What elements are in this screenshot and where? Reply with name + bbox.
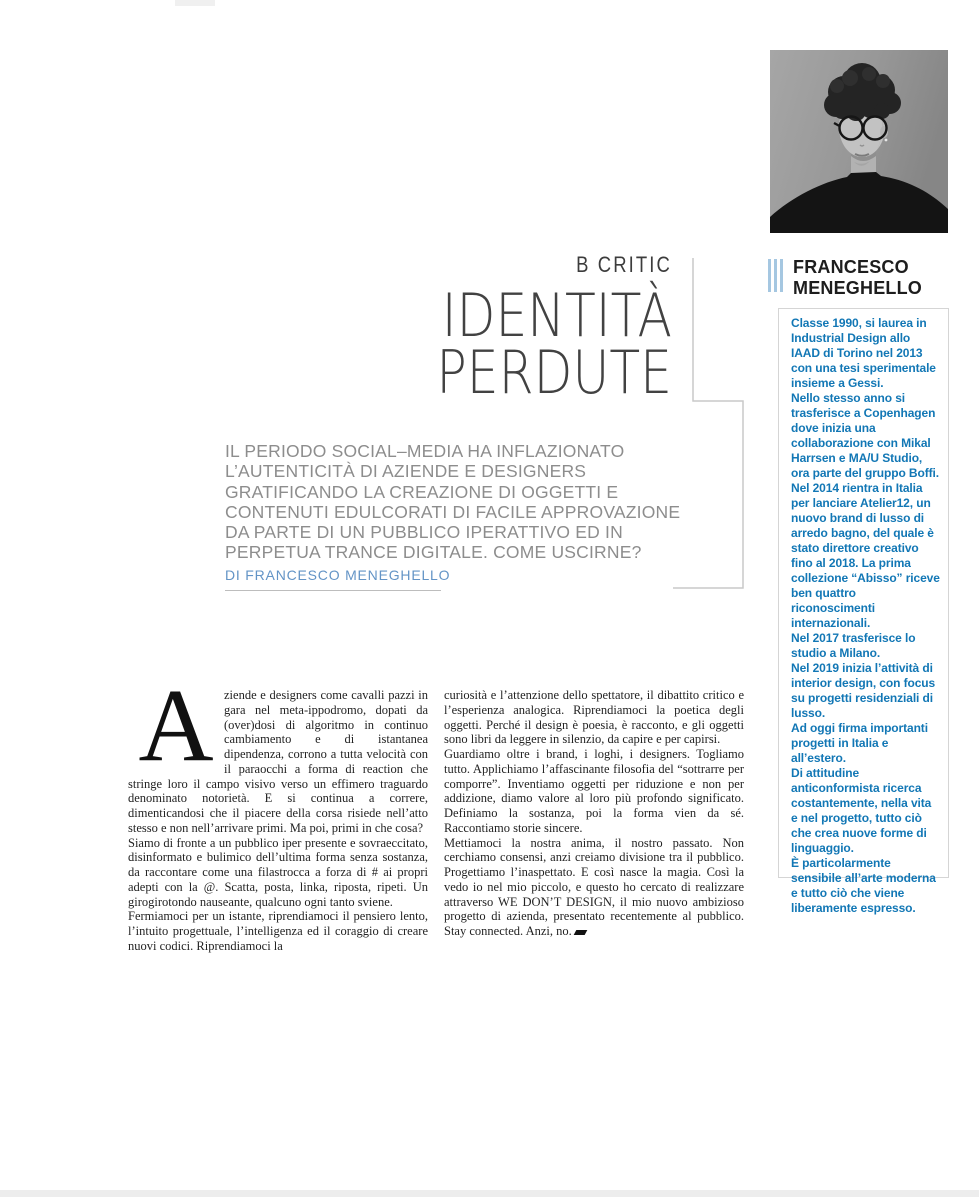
body-paragraph bbox=[128, 909, 428, 953]
drop-cap: A bbox=[138, 668, 214, 783]
article-title-line1: IDENTITÀ bbox=[441, 281, 672, 351]
body-paragraph bbox=[444, 747, 744, 836]
top-press-mark bbox=[175, 0, 215, 6]
author-bio-box bbox=[778, 308, 949, 915]
section-kicker: B CRITIC bbox=[576, 252, 672, 277]
bio-paragraph: Nello stesso anno si trasferisce a Copenhagen dove inizia una collaborazione con Mikal Harrsen e MA/U Studio, ora parte del gruppo Boffi. bbox=[791, 391, 939, 480]
bio-paragraph: Di attitudine anticonformista ricerca costantemente, nella vita e nel progetto, tutto ciò che crea nuove forme di linguaggio. bbox=[791, 766, 932, 855]
paragraph-text: Mettiamoci la nostra anima, il nostro passato. Non cerchiamo consensi, anzi creiamo divisione tra il pubblico. Progettiamo l’inaspettato. E così nasce la magia. Così la vedo io nel mio piccolo, e questo ho cercato di realizzare attraverso WE DON’T DESIGN, il mio nuovo ambizioso progetto di azienda, presentato recentemente al pubblico. Stay connected. Anzi, no. bbox=[444, 835, 744, 938]
paragraph-text: ziende e designers come cavalli pazzi in gara nel meta-ippodromo, dopati da (over)dosi di algoritmo in continuo cambiamento e di istantanea dipendenza, corrono a tutta velocità con il paraocchi a forma di reaction che stringe loro il campo visivo verso un effimero traguardo denominato notorietà. E si continua a correre, dimenticandosi che il piacere della corsa risiede nell’atto stesso e non nell’arrivare primi. Ma poi, primi in che cosa? bbox=[128, 688, 428, 835]
body-paragraph bbox=[128, 836, 428, 910]
bio-paragraph: È particolarmente sensibile all’arte moderna e tutto ciò che viene liberamente espresso. bbox=[791, 856, 936, 915]
triple-bar-icon bbox=[768, 259, 783, 292]
bio-paragraph: Ad oggi firma importanti progetti in Italia e all’estero. bbox=[791, 721, 928, 765]
body-paragraph bbox=[444, 836, 744, 939]
bio-paragraph: Classe 1990, si laurea in Industrial Design allo IAAD di Torino nel 2013 con una tesi sperimentale insieme a Gessi. bbox=[791, 316, 936, 390]
body-paragraph bbox=[444, 688, 744, 747]
paragraph-text: Guardiamo oltre i brand, i loghi, i designers. Togliamo tutto. Applichiamo l’affascinante filosofia del “sottrarre per comporre”. Inventiamo oggetti per riduzione e non per addizione, diamo valore al loro più profondo significato. Definiamo la sostanza, poi la forma vien da sé. Raccontiamo storie sincere. bbox=[444, 747, 744, 835]
end-of-article-icon bbox=[573, 930, 587, 935]
body-column-1 bbox=[128, 668, 428, 954]
bio-paragraph: Nel 2019 inizia l’attività di interior design, con focus su progetti residenziali di lusso. bbox=[791, 661, 936, 720]
portrait-illustration bbox=[770, 50, 948, 233]
byline-rule bbox=[225, 590, 441, 591]
bio-paragraph: Nel 2017 trasferisce lo studio a Milano. bbox=[791, 631, 916, 660]
byline: DI FRANCESCO MENEGHELLO bbox=[225, 567, 451, 583]
paragraph-text: curiosità e l’attenzione dello spettatore, il dibattito critico e l’esperienza analogica. Riprendiamoci la poetica degli oggetti. Perché il design è poesia, è racconto, e gli oggetti sono libri da leggere in silenzio, da capire e per capirsi. bbox=[444, 688, 744, 747]
article-header bbox=[336, 252, 672, 408]
paragraph-text: Siamo di fronte a un pubblico iper presente e sovraeccitato, disinformato e bulimico dell’ultima forma senza sostanza, da raccontare come una filastrocca a forza di # ai propri adepti con la @. Scatta, posta, linka, riposta, ripeti. Un girogirotondo nauseante, qualcuno ogni tanto sviene. bbox=[128, 835, 428, 909]
bio-paragraph: Nel 2014 rientra in Italia per lanciare Atelier12, un nuovo brand di lusso di arredo bagno, del quale è stato direttore creativo fino al 2018. La prima collezione “Abisso” riceve ben quattro riconoscimenti internazionali. bbox=[791, 481, 940, 630]
article-title bbox=[336, 281, 672, 408]
paragraph-text: Fermiamoci per un istante, riprendiamoci il pensiero lento, l’intuito progettuale, l’intelligenza ed il coraggio di creare nuovi codici. Riprendiamoci la bbox=[128, 909, 428, 953]
body-paragraph bbox=[128, 668, 428, 836]
author-name-line1: FRANCESCO bbox=[793, 257, 909, 277]
bottom-press-bar bbox=[0, 1190, 979, 1197]
author-portrait-photo bbox=[770, 50, 948, 233]
article-title-line2: PERDUTE bbox=[436, 338, 672, 408]
body-column-2 bbox=[444, 688, 744, 939]
author-name-line2: MENEGHELLO bbox=[793, 277, 923, 298]
author-name bbox=[793, 257, 963, 298]
standfirst: IL PERIODO SOCIAL–MEDIA HA INFLAZIONATO L’AUTENTICITÀ DI AZIENDE E DESIGNERS GRATIFICANDO LA CREAZIONE DI OGGETTI E CONTENUTI EDULCORATI DI FACILE APPROVAZIONE DA PARTE DI UN PUBBLICO IPERATTIVO ED IN PERPETUA TRANCE DIGITALE. COME USCIRNE? bbox=[225, 441, 681, 563]
